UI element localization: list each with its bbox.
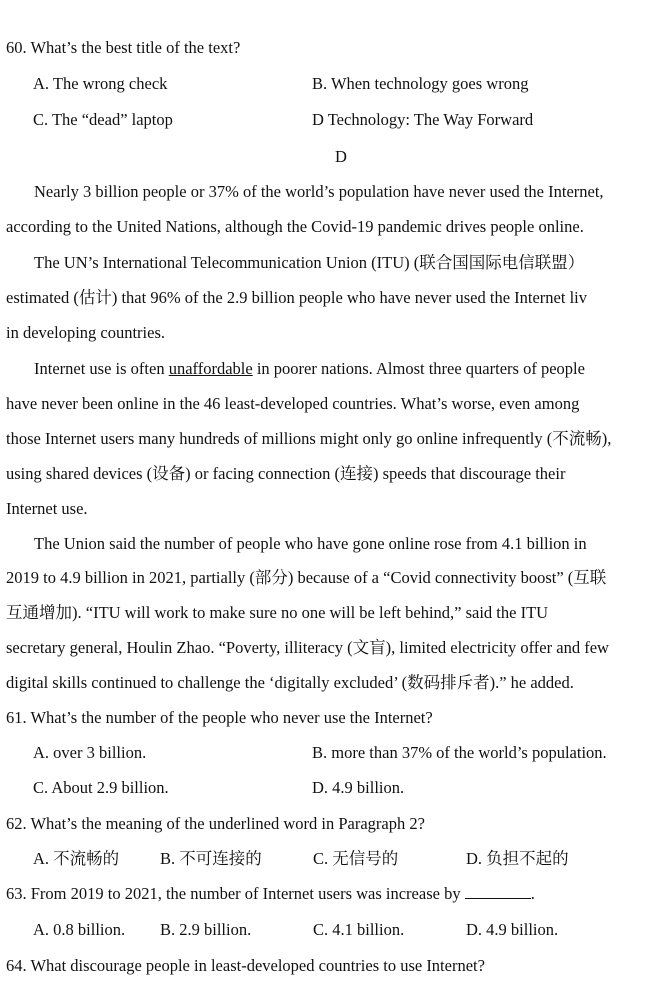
q61-option-a: A. over 3 billion.	[33, 743, 147, 762]
paragraph-3-line-2: have never been online in the 46 least-developed countries. What’s worse, even among	[6, 394, 580, 413]
p3-text-after: in poorer nations. Almost three quarters of people	[252, 359, 585, 378]
q63-period: .	[530, 884, 535, 903]
question-64: 64. What discourage people in least-developed countries to use Internet?	[6, 956, 485, 975]
q62-option-a: A. 不流畅的	[33, 849, 120, 868]
q60-option-a: A. The wrong check	[33, 74, 168, 93]
passage-label: D	[335, 147, 347, 166]
paragraph-3-line-3: those Internet users many hundreds of millions might only go online infrequently (不流畅),	[6, 429, 612, 448]
question-62: 62. What’s the meaning of the underlined word in Paragraph 2?	[6, 814, 425, 833]
q61-option-c: C. About 2.9 billion.	[33, 778, 169, 797]
paragraph-3-line-4: using shared devices (设备) or facing connection (连接) speeds that discourage their	[6, 464, 566, 483]
q63-text: 63. From 2019 to 2021, the number of Internet users was increase by	[6, 884, 465, 903]
q60-option-c: C. The “dead” laptop	[33, 110, 173, 129]
question-63	[6, 884, 535, 904]
q63-option-a: A. 0.8 billion.	[33, 920, 126, 939]
paragraph-4-line-5: digital skills continued to challenge the ‘digitally excluded’ (数码排斥者).” he added.	[6, 673, 574, 692]
q63-option-b: B. 2.9 billion.	[160, 920, 252, 939]
q60-option-b: B. When technology goes wrong	[312, 74, 529, 93]
paragraph-3-line-1	[34, 359, 585, 379]
q63-option-c: C. 4.1 billion.	[313, 920, 405, 939]
paragraph-4-line-3: 互通增加). “ITU will work to make sure no one will be left behind,” said the ITU	[6, 603, 549, 622]
p3-text-before: Internet use is often	[34, 359, 169, 378]
paragraph-2-line-2: estimated (估计) that 96% of the 2.9 billion people who have never used the Internet liv	[6, 288, 588, 307]
q62-option-b: B. 不可连接的	[160, 849, 262, 868]
q62-option-c: C. 无信号的	[313, 849, 399, 868]
paragraph-3-line-5: Internet use.	[6, 499, 88, 518]
q61-option-d: D. 4.9 billion.	[312, 778, 405, 797]
paragraph-4-line-4: secretary general, Houlin Zhao. “Poverty, illiteracy (文盲), limited electricity offer and few	[6, 638, 609, 657]
paragraph-4-line-2: 2019 to 4.9 billion in 2021, partially (部分) because of a “Covid connectivity boost” (互联	[6, 568, 607, 587]
underlined-word: unaffordable	[168, 359, 253, 378]
q63-option-d: D. 4.9 billion.	[466, 920, 559, 939]
q60-option-d: D Technology: The Way Forward	[312, 110, 534, 129]
paragraph-2-line-3: in developing countries.	[6, 323, 166, 342]
q61-option-b: B. more than 37% of the world’s population.	[312, 743, 607, 762]
paragraph-1-line-1: Nearly 3 billion people or 37% of the world’s population have never used the Internet,	[34, 182, 604, 201]
question-61: 61. What’s the number of the people who never use the Internet?	[6, 708, 433, 727]
q62-option-d: D. 负担不起的	[466, 849, 569, 868]
answer-blank	[465, 884, 531, 899]
paragraph-1-line-2: according to the United Nations, although the Covid-19 pandemic drives people online.	[6, 217, 584, 236]
question-60: 60. What’s the best title of the text?	[6, 38, 241, 57]
paragraph-4-line-1: The Union said the number of people who have gone online rose from 4.1 billion in	[34, 534, 587, 553]
paragraph-2-line-1: The UN’s International Telecommunication Union (ITU) (联合国国际电信联盟）	[34, 253, 585, 272]
